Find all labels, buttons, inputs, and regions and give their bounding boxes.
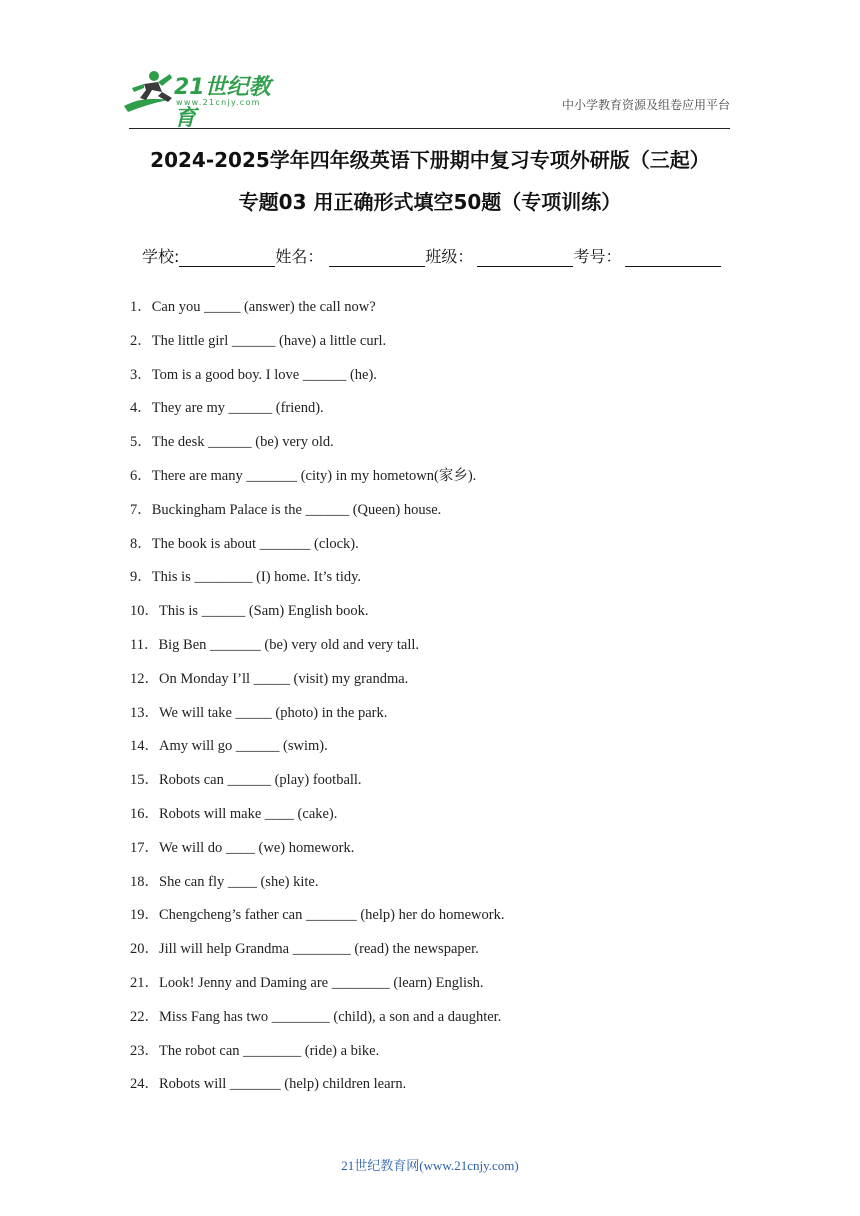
question-item — [130, 567, 770, 601]
exam-number-field[interactable] — [625, 248, 721, 267]
question-number: 7． — [130, 501, 152, 518]
logo-text: 21世纪教育 — [174, 75, 271, 131]
question-number: 9． — [130, 569, 152, 586]
question-text: The robot can ________ (ride) a bike. — [159, 1042, 380, 1059]
question-number: 10． — [130, 603, 159, 620]
question-item — [130, 872, 770, 906]
question-text: On Monday I’ll _____ (visit) my grandma. — [159, 670, 409, 687]
question-item — [130, 804, 770, 838]
question-text: Miss Fang has two ________ (child), a son and a daughter. — [159, 1008, 502, 1025]
question-number: 5． — [130, 434, 152, 451]
question-number: 3． — [130, 366, 152, 383]
question-text: Robots will _______ (help) children learn. — [159, 1076, 407, 1093]
question-number: 6． — [130, 467, 152, 484]
header-divider — [129, 128, 730, 129]
question-text: This is ________ (I) home. It’s tidy. — [151, 569, 362, 586]
page-header — [0, 0, 860, 140]
logo-url: www.21cnjy.com — [176, 98, 261, 107]
question-item — [130, 973, 770, 1007]
runner-logo-icon — [122, 66, 182, 116]
question-number: 21． — [130, 974, 159, 991]
question-item — [130, 1007, 770, 1041]
document-subtitle: 专题03 用正确形式填空50题（专项训练） — [238, 190, 622, 214]
question-number: 14． — [130, 738, 159, 755]
question-number: 20． — [130, 941, 159, 958]
question-item — [130, 331, 770, 365]
question-item — [130, 466, 770, 500]
question-text: Robots can ______ (play) football. — [159, 772, 362, 789]
name-field[interactable] — [329, 248, 425, 267]
question-text: Amy will go ______ (swim). — [159, 738, 328, 755]
question-item — [130, 534, 770, 568]
class-field[interactable] — [477, 248, 573, 267]
question-item — [130, 939, 770, 973]
question-number: 16． — [130, 805, 159, 822]
question-number: 12． — [130, 670, 159, 687]
question-text: Buckingham Palace is the ______ (Queen) house. — [151, 501, 442, 518]
question-text: Look! Jenny and Daming are ________ (learn) English. — [159, 974, 484, 991]
question-item — [130, 432, 770, 466]
question-item — [130, 398, 770, 432]
school-label: 学校: — [142, 247, 180, 266]
question-item — [130, 500, 770, 534]
question-number: 11． — [130, 636, 159, 653]
question-number: 24． — [130, 1076, 159, 1093]
question-number: 23． — [130, 1042, 159, 1059]
question-item — [130, 703, 770, 737]
question-item — [130, 669, 770, 703]
site-logo[interactable] — [122, 66, 292, 131]
exam-number-label: 考号： — [573, 247, 622, 266]
question-text: They are my ______ (friend). — [151, 400, 324, 417]
question-text: There are many _______ (city) in my hometown(家乡). — [151, 467, 477, 484]
question-text: Robots will make ____ (cake). — [159, 805, 338, 822]
question-item — [130, 1041, 770, 1075]
question-text: The book is about _______ (clock). — [151, 535, 359, 552]
question-number: 13． — [130, 704, 159, 721]
student-info-row — [142, 244, 721, 267]
question-item — [130, 770, 770, 804]
question-text: Jill will help Grandma ________ (read) the newspaper. — [159, 941, 479, 958]
question-text: We will take _____ (photo) in the park. — [159, 704, 388, 721]
platform-label: 中小学教育资源及组卷应用平台 — [561, 98, 730, 112]
question-text: The little girl ______ (have) a little curl. — [151, 332, 387, 349]
question-number: 18． — [130, 873, 159, 890]
question-number: 2． — [130, 332, 152, 349]
question-number: 22． — [130, 1008, 159, 1025]
question-number: 4． — [130, 400, 152, 417]
question-number: 1． — [130, 299, 152, 315]
question-item — [130, 736, 770, 770]
question-item — [130, 905, 770, 939]
question-list — [130, 297, 770, 1108]
question-text: The desk ______ (be) very old. — [151, 434, 334, 451]
question-number: 19． — [130, 907, 159, 924]
name-label: 姓名： — [275, 247, 324, 266]
question-number: 15． — [130, 772, 159, 789]
question-item — [130, 635, 770, 669]
question-text: We will do ____ (we) homework. — [159, 839, 355, 856]
question-text: Chengcheng’s father can _______ (help) her do homework. — [159, 907, 505, 924]
question-number: 8． — [130, 535, 152, 552]
footer-link[interactable]: 21世纪教育网(www.21cnjy.com) — [341, 1158, 519, 1173]
question-text: She can fly ____ (she) kite. — [159, 873, 319, 890]
question-item — [130, 297, 770, 331]
question-number: 17． — [130, 839, 159, 856]
question-text: Tom is a good boy. I love ______ (he). — [151, 366, 377, 383]
question-item — [130, 365, 770, 399]
question-item — [130, 1074, 770, 1108]
question-text: Can you _____ (answer) the call now? — [151, 299, 376, 315]
question-item — [130, 601, 770, 635]
school-field[interactable] — [179, 248, 275, 267]
question-text: Big Ben _______ (be) very old and very tall. — [158, 636, 420, 653]
class-label: 班级： — [425, 247, 474, 266]
document-title: 2024-2025学年四年级英语下册期中复习专项外研版（三起） — [150, 148, 710, 172]
question-text: This is ______ (Sam) English book. — [159, 603, 369, 620]
question-item — [130, 838, 770, 872]
